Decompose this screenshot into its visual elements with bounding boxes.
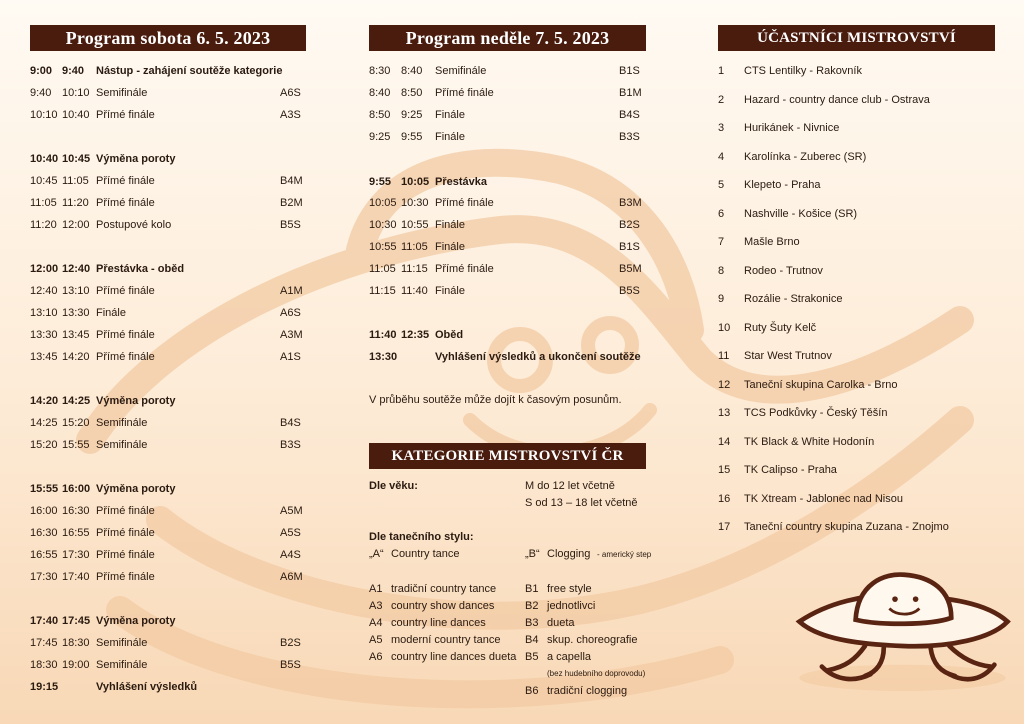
item-name: Přímé finále <box>435 87 494 99</box>
end-time: 11:05 <box>401 241 428 253</box>
participant-number: 16 <box>718 492 731 505</box>
category-code: B5S <box>619 285 640 297</box>
item-name: Přímé finále <box>96 109 155 121</box>
category-code: B1 <box>525 583 539 595</box>
category-code: B3 <box>525 617 539 629</box>
categories-header: KATEGORIE MISTROVSTVÍ ČR <box>369 443 646 469</box>
end-time: 10:40 <box>62 109 90 121</box>
start-time: 17:40 <box>30 615 59 627</box>
end-time: 18:30 <box>62 637 90 649</box>
style-b-name: Clogging <box>547 548 591 560</box>
item-name: Semifinále <box>96 659 148 671</box>
category-name: country line dances dueta <box>391 651 517 663</box>
participant-number: 17 <box>718 521 731 533</box>
participant-number: 15 <box>718 464 731 476</box>
end-time: 11:05 <box>62 175 89 187</box>
item-name: Přímé finále <box>96 285 155 297</box>
item-name: Finále <box>435 131 465 143</box>
start-time: 10:30 <box>369 219 397 231</box>
age-m: M do 12 let včetně <box>525 480 615 492</box>
start-time: 10:05 <box>369 197 397 209</box>
category-code: A1 <box>369 583 383 595</box>
style-a-name: Country tance <box>391 548 460 560</box>
category-code: B3S <box>619 131 640 143</box>
item-name: Výměna poroty <box>96 483 176 495</box>
item-name: Přímé finále <box>96 329 155 341</box>
start-time: 10:45 <box>30 175 58 187</box>
participant-number: 6 <box>718 207 725 220</box>
category-code: B5S <box>280 219 301 231</box>
cowboy-hat-mascot-icon <box>790 565 1015 697</box>
category-name: country show dances <box>391 600 495 612</box>
item-name: Výměna poroty <box>96 395 176 407</box>
start-time: 16:30 <box>30 527 58 539</box>
item-name: Vyhlášení výsledků <box>96 681 198 693</box>
category-code: A1S <box>280 351 301 363</box>
end-time: 17:45 <box>62 615 91 627</box>
start-time: 11:05 <box>369 263 396 275</box>
end-time: 12:35 <box>401 329 430 341</box>
start-time: 15:55 <box>30 483 59 495</box>
category-code: B2S <box>619 219 640 231</box>
item-name: Finále <box>96 307 126 319</box>
category-code: B3S <box>280 439 301 451</box>
participant-name: Klepeto - Praha <box>744 179 821 191</box>
item-name: Přímé finále <box>96 571 155 583</box>
end-time: 12:40 <box>62 263 91 275</box>
item-name: Semifinále <box>96 439 148 451</box>
category-code: B1S <box>619 65 640 77</box>
end-time: 11:15 <box>401 263 428 275</box>
category-code: A5M <box>280 505 303 517</box>
category-code: B2M <box>280 197 303 209</box>
participant-name: TK Calipso - Praha <box>744 464 837 476</box>
end-time: 11:20 <box>62 197 89 209</box>
category-code: B2 <box>525 600 539 612</box>
start-time: 13:45 <box>30 351 58 363</box>
participant-name: Nashville - Košice (SR) <box>744 207 858 220</box>
start-time: 11:05 <box>30 197 57 209</box>
category-code: A5 <box>369 634 383 646</box>
category-code: B4 <box>525 634 539 646</box>
item-name: Finále <box>435 241 465 253</box>
start-time: 16:00 <box>30 505 58 517</box>
start-time: 10:40 <box>30 153 59 165</box>
start-time: 8:50 <box>369 109 391 121</box>
item-name: Přestávka <box>435 176 487 188</box>
end-time: 9:40 <box>62 65 85 77</box>
participant-name: Karolínka - Zuberec (SR) <box>744 150 867 163</box>
end-time: 13:10 <box>62 285 90 297</box>
end-time: 15:20 <box>62 417 90 429</box>
category-code: B5 <box>525 651 539 663</box>
participant-name: Taneční country skupina Zuzana - Znojmo <box>744 521 949 533</box>
category-code: A3S <box>280 109 301 121</box>
start-time: 10:10 <box>30 109 58 121</box>
category-name: tradiční clogging <box>547 685 628 697</box>
item-name: Semifinále <box>435 65 487 77</box>
participant-number: 9 <box>718 293 725 305</box>
category-code: A3 <box>369 600 383 612</box>
participant-name: CTS Lentilky - Rakovník <box>744 65 862 77</box>
participant-number: 2 <box>718 93 725 106</box>
participant-name: TK Xtream - Jablonec nad Nisou <box>744 492 903 505</box>
end-time: 8:50 <box>401 87 423 99</box>
sunday-header: Program neděle 7. 5. 2023 <box>369 25 646 51</box>
category-name: tradiční country tance <box>391 583 497 595</box>
category-code: B5M <box>619 263 642 275</box>
item-name: Přímé finále <box>96 197 155 209</box>
participant-number: 14 <box>718 435 731 448</box>
category-code: B4M <box>280 175 303 187</box>
start-time: 17:30 <box>30 571 58 583</box>
start-time: 11:15 <box>369 285 396 297</box>
start-time: 9:40 <box>30 87 52 99</box>
schedule-note: V průběhu soutěže může dojít k časovým posunům. <box>369 394 622 406</box>
category-code: B3M <box>619 197 642 209</box>
style-label: Dle tanečního stylu: <box>369 531 474 543</box>
start-time: 11:20 <box>30 219 57 231</box>
item-name: Oběd <box>435 329 464 341</box>
participants-header: ÚČASTNÍCI MISTROVSTVÍ <box>718 25 995 51</box>
participant-name: Taneční skupina Carolka - Brno <box>744 378 898 391</box>
item-name: Přímé finále <box>96 527 155 539</box>
end-time: 10:30 <box>401 197 429 209</box>
style-a-code: „A“ <box>369 548 384 560</box>
item-name: Semifinále <box>96 637 148 649</box>
item-name: Přímé finále <box>96 175 155 187</box>
end-time: 12:00 <box>62 219 90 231</box>
category-code: B6 <box>525 685 539 697</box>
end-time: 17:30 <box>62 549 90 561</box>
item-name: Finále <box>435 109 465 121</box>
participant-number: 7 <box>718 236 725 248</box>
category-name: free style <box>547 583 592 595</box>
participant-name: Hurikánek - Nivnice <box>744 122 840 134</box>
style-b-code: „B“ <box>525 548 540 560</box>
category-name: country line dances <box>391 617 486 629</box>
category-name: skup. choreografie <box>547 634 638 646</box>
age-label: Dle věku: <box>369 480 418 492</box>
category-code: B4S <box>619 109 640 121</box>
start-time: 12:40 <box>30 285 58 297</box>
start-time: 12:00 <box>30 263 59 275</box>
participant-name: TK Black & White Hodonín <box>744 435 875 448</box>
category-name: dueta <box>547 617 575 629</box>
participant-name: Rodeo - Trutnov <box>744 264 823 277</box>
category-code: A4S <box>280 549 301 561</box>
end-time: 10:55 <box>401 219 429 231</box>
item-name: Přímé finále <box>96 505 155 517</box>
start-time: 19:15 <box>30 681 59 693</box>
start-time: 16:55 <box>30 549 58 561</box>
category-code: A5S <box>280 527 301 539</box>
end-time: 13:45 <box>62 329 90 341</box>
end-time: 10:45 <box>62 153 91 165</box>
category-code: B5S <box>280 659 301 671</box>
end-time: 14:25 <box>62 395 91 407</box>
participant-number: 3 <box>718 122 725 134</box>
category-code: A6S <box>280 87 301 99</box>
start-time: 9:25 <box>369 131 391 143</box>
item-name: Semifinále <box>96 87 148 99</box>
item-name: Přímé finále <box>96 549 155 561</box>
item-name: Přímé finále <box>435 263 494 275</box>
category-code: A6S <box>280 307 301 319</box>
end-time: 19:00 <box>62 659 90 671</box>
participant-name: Hazard - country dance club - Ostrava <box>744 93 930 106</box>
participant-number: 10 <box>718 321 731 334</box>
end-time: 10:05 <box>401 176 430 188</box>
age-s: S od 13 – 18 let včetně <box>525 497 638 509</box>
start-time: 14:25 <box>30 417 58 429</box>
category-code: B1S <box>619 241 640 253</box>
end-time: 16:55 <box>62 527 90 539</box>
participant-name: TCS Podkůvky - Český Těšín <box>744 407 888 419</box>
start-time: 13:30 <box>369 351 398 363</box>
item-name: Výměna poroty <box>96 153 176 165</box>
start-time: 9:55 <box>369 176 392 188</box>
category-name: a capella <box>547 651 592 663</box>
start-time: 17:45 <box>30 637 58 649</box>
end-time: 11:40 <box>401 285 428 297</box>
item-name: Vyhlášení výsledků a ukončení soutěže <box>435 351 641 363</box>
category-name: jednotlivci <box>547 600 596 612</box>
category-name: moderní country tance <box>391 634 501 646</box>
item-name: Přímé finále <box>96 351 155 363</box>
end-time: 9:25 <box>401 109 423 121</box>
saturday-header: Program sobota 6. 5. 2023 <box>30 25 306 51</box>
b5-note: (bez hudebního doprovodu) <box>547 669 646 678</box>
participant-number: 4 <box>718 150 725 163</box>
item-name: Finále <box>435 219 465 231</box>
category-code: A6 <box>369 651 383 663</box>
end-time: 15:55 <box>62 439 90 451</box>
start-time: 13:10 <box>30 307 58 319</box>
participant-number: 8 <box>718 264 725 277</box>
item-name: Semifinále <box>96 417 148 429</box>
start-time: 9:00 <box>30 65 53 77</box>
participant-name: Rozálie - Strakonice <box>744 293 843 305</box>
participant-name: Star West Trutnov <box>744 350 832 362</box>
participant-number: 5 <box>718 179 725 191</box>
end-time: 8:40 <box>401 65 423 77</box>
participant-number: 1 <box>718 65 725 77</box>
category-code: A6M <box>280 571 303 583</box>
participant-number: 13 <box>718 407 731 419</box>
participant-number: 11 <box>718 350 730 362</box>
start-time: 13:30 <box>30 329 58 341</box>
start-time: 15:20 <box>30 439 58 451</box>
end-time: 17:40 <box>62 571 90 583</box>
style-b-sub: - americký step <box>597 550 652 559</box>
category-code: A3M <box>280 329 303 341</box>
item-name: Nástup - zahájení soutěže kategorie <box>96 65 283 77</box>
start-time: 14:20 <box>30 395 59 407</box>
end-time: 13:30 <box>62 307 90 319</box>
category-code: B2S <box>280 637 301 649</box>
item-name: Postupové kolo <box>96 219 172 231</box>
start-time: 8:30 <box>369 65 391 77</box>
end-time: 10:10 <box>62 87 90 99</box>
start-time: 8:40 <box>369 87 391 99</box>
end-time: 16:00 <box>62 483 91 495</box>
item-name: Finále <box>435 285 465 297</box>
item-name: Přestávka - oběd <box>96 263 185 275</box>
participant-name: Mašle Brno <box>744 236 800 248</box>
participant-number: 12 <box>718 378 731 391</box>
category-code: A4 <box>369 617 383 629</box>
end-time: 14:20 <box>62 351 90 363</box>
start-time: 11:40 <box>369 329 397 341</box>
end-time: 16:30 <box>62 505 90 517</box>
start-time: 10:55 <box>369 241 397 253</box>
category-code: A1M <box>280 285 303 297</box>
item-name: Přímé finále <box>435 197 494 209</box>
start-time: 18:30 <box>30 659 58 671</box>
item-name: Výměna poroty <box>96 615 176 627</box>
category-code: B1M <box>619 87 642 99</box>
end-time: 9:55 <box>401 131 423 143</box>
category-code: B4S <box>280 417 301 429</box>
participant-name: Ruty Šuty Kelč <box>744 321 817 334</box>
